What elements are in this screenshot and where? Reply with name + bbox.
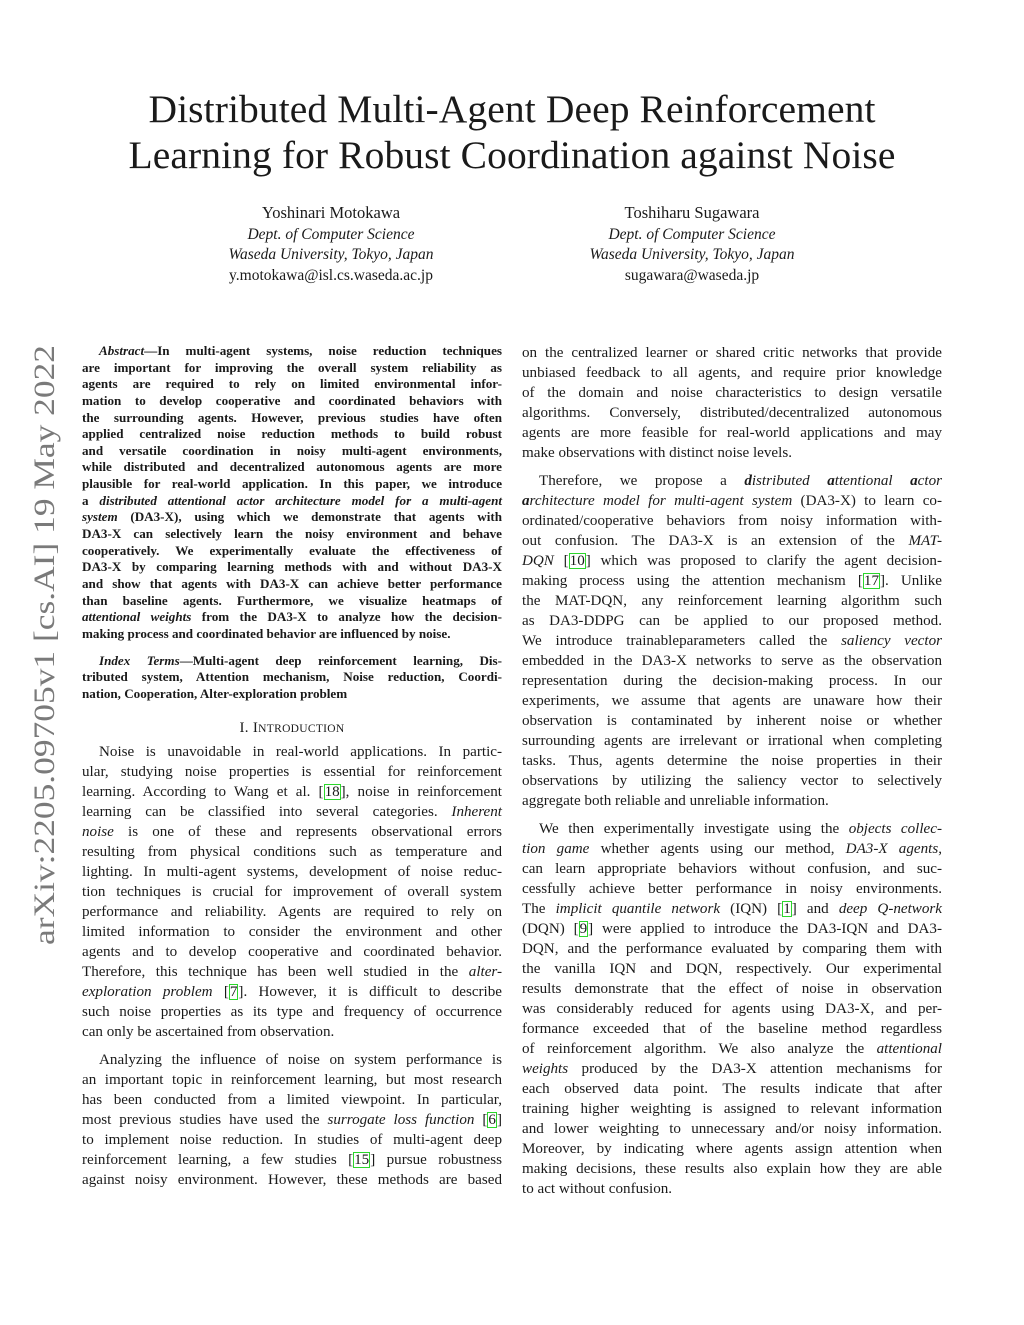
index-terms-label: Index Terms <box>99 652 180 668</box>
author-affiliation: Waseda University, Tokyo, Japan <box>589 246 795 263</box>
intro-paragraph-5: We then experimentally investigate using the objects collec- tion game whether agents using our method, DA3-X agents, can learn appropriate behaviors without confusion, and suc- cessfully achieve better performance in noisy environments. The implicit quantile network (IQN) [1] and deep Q-network (DQN) [9] were applied to introduce the DA3-IQN and DA3- DQN, and the performance evaluated by comparing them with the vanilla IQN and DQN, respectively. Our experimental results demonstrate that the effect of noise in observation was considerably reduced for agents using DA3-X, and per- formance exceeded that of the baseline method regardless of reinforcement algorithm. We also analyze the attentional weights produced by the DA3-X attention mechanisms for each observed data point. The results indicate that after training higher weighting is assigned to relevant information and lower weighting to unnecessary and/or noisy information. Moreover, by indicating where agents assign attention when making decisions, these results also explain how they are able to act without confusion. <box>522 821 943 1197</box>
abstract-line: attentional weights from the DA3-X to analyze how the decision- <box>82 609 502 625</box>
abstract-line: than baseline agents. Furthermore, we visualize heatmaps of <box>82 592 502 608</box>
abstract-line: plausible for real-world application. In this paper, we introduce <box>82 476 502 492</box>
citation-link[interactable]: 1 <box>783 901 791 917</box>
intro-paragraph-4: Therefore, we propose a distributed attentional actor architecture model for multi-agent system (DA3-X) to learn co- ordinated/cooperative behaviors from noisy information with- out confusion. The DA3-X is an extension of the MAT- DQN [10] which was proposed to clarify the agent decision- making process using the attention mechanism [17]. Unlike the MAT-DQN, any reinforcement learning algorithm such as DA3-DDPG can be applied to our proposed method. We introduce trainableparameters called the saliency vector embedded in the DA3-X networks to serve as the observation representation during the decision-making process. In our experiments, we assume that agents are unaware how their observation is contaminated by inherent noise or whether surrounding agents are irrelevant or irrational when completing tasks. Thus, agents determine the noise properties in their observations by utilizing the saliency vector to selectively aggregate both reliable and unreliable information. <box>522 473 942 809</box>
abstract-line: DA3-X by comparing learning methods with and without DA3-X <box>82 559 502 575</box>
citation-link[interactable]: 17 <box>863 573 879 589</box>
abstract-line: DA3-X can selectively learn the noisy environment and behave <box>82 526 502 542</box>
left-column <box>82 343 502 1190</box>
abstract-line: the surrounding agents. However, previous studies have often <box>82 409 502 425</box>
author-block-1 <box>181 203 481 286</box>
abstract-line: while distributed and decentralized autonomous agents are more <box>82 459 502 475</box>
author-affiliation: Waseda University, Tokyo, Japan <box>228 246 434 263</box>
abstract-line: agents are required to rely on limited environmental infor- <box>82 376 502 392</box>
abstract <box>82 343 502 643</box>
section-heading-introduction: I. INTRODUCTION <box>239 720 345 737</box>
index-terms <box>82 653 502 703</box>
abstract-line: system (DA3-X), using which we demonstrate that agents with <box>82 509 502 525</box>
abstract-line: cooperatively. We experimentally evaluate the effectiveness of <box>82 542 502 558</box>
abstract-line: Abstract—In multi-agent systems, noise reduction techniques <box>99 343 502 358</box>
author-dept: Dept. of Computer Science <box>608 225 776 243</box>
citation-link[interactable]: 18 <box>324 784 340 801</box>
title-line-2: Learning for Robust Coordination against Noise <box>128 133 896 177</box>
abstract-line: applied centralized noise reduction methods to build robust <box>82 426 502 442</box>
intro-paragraph-1: Noise is unavoidable in real-world applications. In partic- ular, studying noise properties is essential for reinforcement learning. According to Wang et al. [18], noise in reinforcement learning can be classified into several categories. Inherent noise is one of these and represents observational errors resulting from physical conditions such as temperature and lighting. In multi-agent systems, development of noise reduc- tion techniques is crucial for improvement of overall system performance and reliability. Agents are required to rely on limited information to consider the environment and other agents and to develop cooperative and coordinated behavior. Therefore, this technique has been well studied in the alter- exploration problem [7]. However, it is difficult to describe such noise properties as its type and frequency of occurrence can only be ascertained from observation. <box>82 744 503 1041</box>
index-terms-line: Index Terms—Multi-agent deep reinforcement learning, Dis- <box>99 652 502 668</box>
author-block-2 <box>542 203 842 286</box>
right-column <box>522 343 942 1199</box>
abstract-line: and versatile coordination in noisy multi-agent environments, <box>82 442 502 458</box>
author-name: Yoshinari Motokawa <box>261 203 401 222</box>
citation-link[interactable]: 15 <box>354 1152 370 1169</box>
arxiv-identifier-stamp <box>12 335 68 955</box>
index-terms-line: nation, Cooperation, Alter-exploration problem <box>82 685 348 701</box>
citation-link[interactable]: 10 <box>569 553 585 569</box>
arxiv-id-text: arXiv:2205.09705v1 [cs.AI] 19 May 2022 <box>28 436 61 945</box>
abstract-label: Abstract <box>99 343 145 358</box>
abstract-line: and show that agents with DA3-X can achieve better performance <box>82 575 502 591</box>
author-name: Toshiharu Sugawara <box>624 203 760 222</box>
citation-link[interactable]: 7 <box>229 984 238 1001</box>
author-email: y.motokawa@isl.cs.waseda.ac.jp <box>229 266 433 284</box>
abstract-line: a distributed attentional actor architecture model for a multi-agent <box>82 492 502 508</box>
abstract-line: making process and coordinated behavior are influenced by noise. <box>82 625 451 641</box>
citation-link[interactable]: 9 <box>579 921 588 937</box>
paper-title <box>60 86 964 178</box>
author-email: sugawara@waseda.jp <box>624 266 760 284</box>
citation-link[interactable]: 6 <box>488 1112 496 1129</box>
author-dept: Dept. of Computer Science <box>247 225 415 243</box>
abstract-line: mation to develop cooperative and coordinated behaviors with <box>82 392 502 408</box>
intro-paragraph-3: on the centralized learner or shared critic networks that provide unbiased feedback to all agents, and require prior knowledge of the domain and noise characteristics to design versatile algorithms. Conversely, distributed/decentralized autonomous agents are more feasible for real-world applications and may make observations with distinct noise levels. <box>522 345 942 461</box>
abstract-line: are important for improving the overall system reliability as <box>82 359 502 375</box>
index-terms-line: tributed system, Attention mechanism, Noise reduction, Coordi- <box>82 669 502 685</box>
intro-paragraph-2: Analyzing the influence of noise on system performance is an important topic in reinforcement learning, but most research has been conducted from a limited viewpoint. In particular, most previous studies have used the surrogate loss function [6] to implement noise reduction. In studies of multi-agent deep reinforcement learning, a few studies [15] pursue robustness against noisy environment. However, these methods are based <box>82 1052 502 1189</box>
title-line-1: Distributed Multi-Agent Deep Reinforcement <box>148 87 876 131</box>
